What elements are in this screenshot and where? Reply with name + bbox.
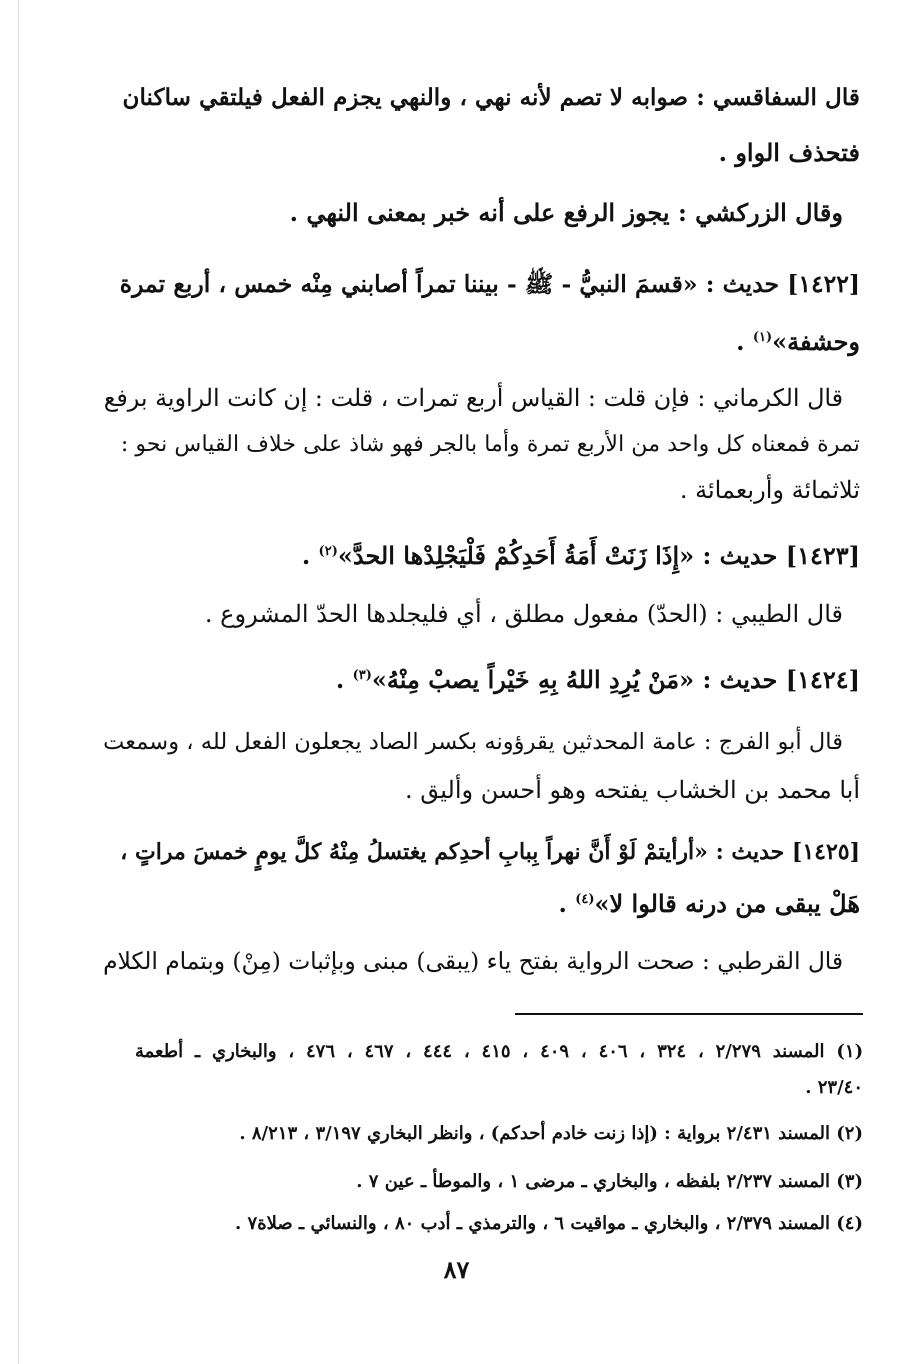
footnote-ref: (٤) bbox=[575, 892, 595, 907]
footnote-ref: (٢) bbox=[318, 544, 338, 559]
hadith-line: [١٤٢٢] حديث : «قسمَ النبيُّ - ﷺ - بيننا تمراً أصابني مِنْه خمس ، أربع تمرة bbox=[119, 270, 860, 298]
text-line: وقال الزركشي : يجوز الرفع على أنه خبر بمعنى النهي . bbox=[289, 198, 843, 227]
text-line: ثلاثمائة وأربعمائة . bbox=[679, 476, 860, 504]
hadith-line bbox=[302, 532, 860, 576]
footnote-ref: (١) bbox=[752, 330, 773, 345]
footnote-ref: (٣) bbox=[352, 668, 372, 683]
punctuation: . bbox=[736, 327, 753, 356]
text-line: فتحذف الواو . bbox=[718, 138, 860, 167]
hadith-line bbox=[736, 318, 860, 362]
text-line: قال الطيبي : (الحدّ) مفعول مطلق ، أي فليجلدها الحدّ المشروع . bbox=[204, 600, 843, 628]
text-line: تمرة فمعناه كل واحد من الأربع تمرة وأما بالجر فهو شاذ على خلاف القياس نحو : bbox=[120, 431, 860, 457]
hadith-line bbox=[559, 880, 861, 924]
text-line: قال الكرماني : فإن قلت : القياس أربع تمرات ، قلت : إن كانت الراوية برفع bbox=[103, 384, 843, 412]
text-line: أبا محمد بن الخشاب يفتحه وهو أحسن وأليق . bbox=[405, 776, 860, 804]
footnote: (٤) المسند ٢/٣٧٩ ، والبخاري ـ مواقيت ٦ ، والترمذي ـ أدب ٨٠ ، والنسائي ـ صلاة٧ . bbox=[234, 1213, 863, 1234]
text-line: قال القرطبي : صحت الرواية بفتح ياء (يبقى) مبنى وبإثبات (مِنْ) وبتمام الكلام bbox=[103, 948, 843, 975]
punctuation: . bbox=[558, 889, 576, 918]
punctuation: . bbox=[335, 665, 353, 694]
footnote-separator bbox=[515, 1013, 863, 1015]
scan-edge-line bbox=[18, 0, 19, 1364]
hadith-text: هَلْ يبقى من درنه قالوا لا» bbox=[594, 889, 860, 918]
footnote: (٣) المسند ٢/٢٣٧ بلفظه ، والبخاري ـ مرضى ١ ، والموطأ ـ عين ٧ . bbox=[356, 1171, 863, 1192]
footnote: ٢٣/٤٠ . bbox=[805, 1077, 863, 1098]
hadith-text: [١٤٢٤] حديث : «مَنْ يُرِدِ اللهُ بِهِ خَيْراً يصبْ مِنْهُ» bbox=[371, 665, 860, 694]
footnote: (١) المسند ٢/٢٧٩ ، ٣٢٤ ، ٤٠٦ ، ٤٠٩ ، ٤١٥ ، ٤٤٤ ، ٤٦٧ ، ٤٧٦ ، والبخاري ـ أطعمة bbox=[135, 1041, 864, 1062]
hadith-line bbox=[336, 656, 860, 700]
hadith-text: [١٤٢٣] حديث : «إِذَا زَنَتْ أَمَةُ أَحَدِكُمْ فَلْيَجْلِدْها الحدَّ» bbox=[337, 541, 860, 570]
footnote: (٢) المسند ٢/٤٣١ برواية : (إذا زنت خادم أحدكم) ، وانظر البخاري ٣/١٩٧ ، ٨/٢١٣ . bbox=[239, 1123, 863, 1144]
text-line: قال أبو الفرج : عامة المحدثين يقرؤونه بكسر الصاد يجعلون الفعل لله ، وسمعت bbox=[103, 729, 843, 755]
text-line: قال السفاقسي : صوابه لا تصم لأنه نهي ، والنهي يجزم الفعل فيلتقي ساكنان bbox=[122, 84, 860, 111]
hadith-line: [١٤٢٥] حديث : «أرأيتمْ لَوْ أَنَّ نهراً بِبابِ أحدِكم يغتسلُ مِنْهُ كلَّ يومٍ خمسَ مراتٍ ، bbox=[120, 839, 860, 865]
punctuation: . bbox=[301, 541, 319, 570]
hadith-text: وحشفة» bbox=[772, 327, 860, 356]
page-number: ٨٧ bbox=[443, 1255, 470, 1284]
